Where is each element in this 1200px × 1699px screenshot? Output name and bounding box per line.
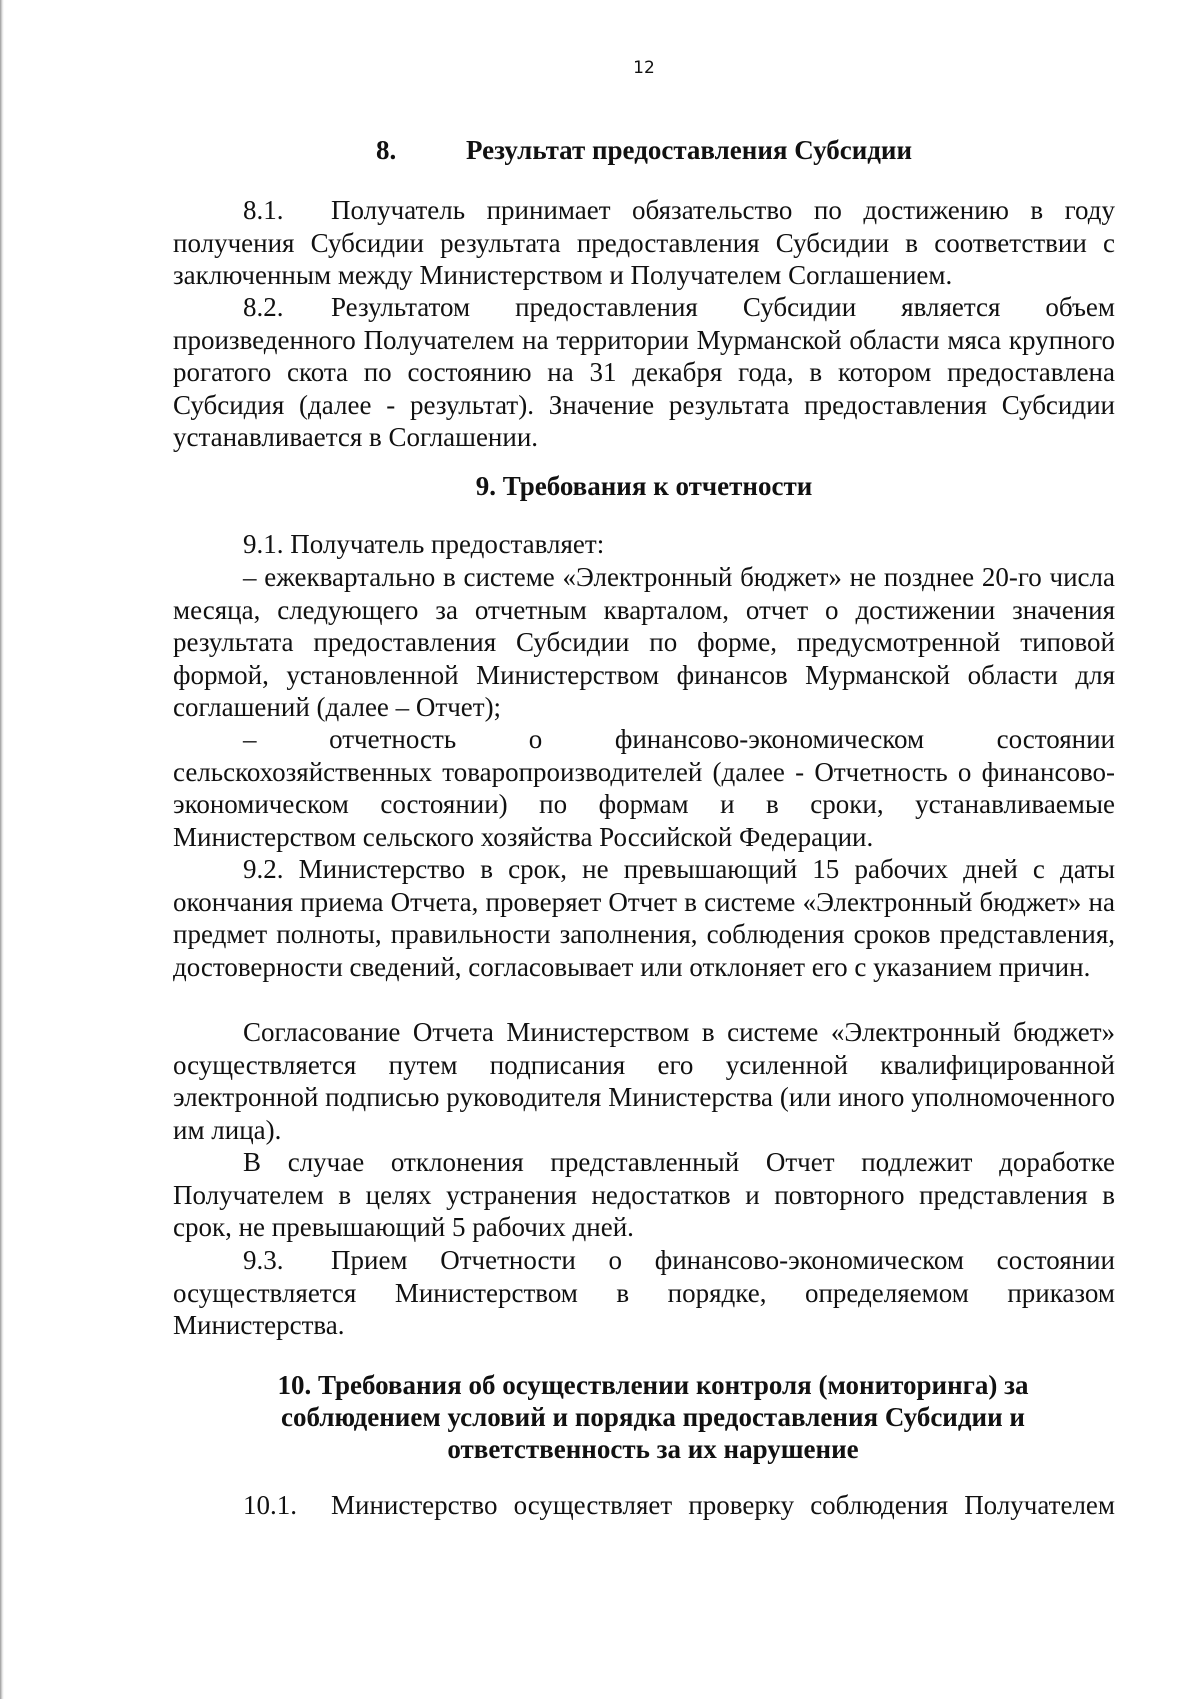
paragraph-8-1-text: Получатель принимает обязательство по достижению в году получения Субсидии результата предоставления Субсидии в соответствии с заключенным между Министерством и Получателем Соглашением. [173,195,1115,290]
scan-edge [0,0,4,1699]
paragraph-10-1 [173,1489,1115,1522]
section-10-heading [253,1369,1053,1465]
paragraph-9-2-rejection: В случае отклонения представленный Отчет подлежит доработке Получателем в целях устранения недостатков и повторного представления в срок, не превышающий 5 рабочих дней. [173,1147,1115,1242]
paragraph-9-3-text: Прием Отчетности о финансово-экономическом состоянии осуществляется Министерством в порядке, определяемом приказом Министерства. [173,1245,1115,1340]
paragraph-8-2-text: Результатом предоставления Субсидии является объем произведенного Получателем на территории Мурманской области мяса крупного рогатого скота по состоянию на 31 декабря года, в котором предоставлена Субсидия (далее - результат). Значение результата предоставления Субсидии устанавливается в Соглашении. [173,292,1115,452]
paragraph-8-1 [173,194,1115,292]
paragraph-9-1: 9.1. Получатель предоставляет: [243,529,605,559]
paragraph-8-2 [173,291,1115,454]
section-8-title: Результат предоставления Субсидии [465,135,913,165]
section-10-heading-line-3: ответственность за их нарушение [447,1434,859,1464]
paragraph-8-2-number: 8.2. [243,292,284,322]
paragraph-10-1-text: Министерство осуществляет проверку соблюдения Получателем [331,1490,1115,1520]
section-8-number: 8. [375,135,397,165]
section-9-heading: 9. Требования к отчетности [475,471,813,501]
paragraph-8-1-number: 8.1. [243,195,284,225]
section-10-heading-line-2: соблюдением условий и порядка предоставления Субсидии и [281,1402,1025,1432]
section-10-heading-line-1: 10. Требования об осуществлении контроля (мониторинга) за [277,1370,1029,1400]
paragraph-9-1-item-a: – ежеквартально в системе «Электронный бюджет» не позднее 20-го числа месяца, следующего за отчетным кварталом, отчет о достижении значения результата предоставления Субсидии по форме, предусмотренной типовой формой, установленной Министерством финансов Мурманской области для соглашений (далее – Отчет); [173,562,1115,722]
paragraph-9-2-approval: Согласование Отчета Министерством в системе «Электронный бюджет» осуществляется путем подписания его усиленной квалифицированной электронной подписью руководителя Министерства (или иного уполномоченного им лица). [173,1017,1115,1145]
paragraph-9-2: 9.2. Министерство в срок, не превышающий 15 рабочих дней с даты окончания приема Отчета, проверяет Отчет в системе «Электронный бюджет» на предмет полноты, правильности заполнения, соблюдения сроков представления, достоверности сведений, согласовывает или отклоняет его с указанием причин. [173,854,1115,982]
page-number: 12 [633,58,655,78]
paragraph-10-1-number: 10.1. [243,1490,297,1520]
section-8-heading [173,134,1115,166]
paragraph-9-3-number: 9.3. [243,1245,284,1275]
paragraph-9-1-item-b: – отчетность о финансово-экономическом состоянии сельскохозяйственных товаропроизводителей (далее - Отчетность о финансово-экономическом состоянии) по формам и в сроки, устанавливаемые Министерством сельского хозяйства Российской Федерации. [173,724,1115,852]
paragraph-9-3 [173,1244,1115,1342]
